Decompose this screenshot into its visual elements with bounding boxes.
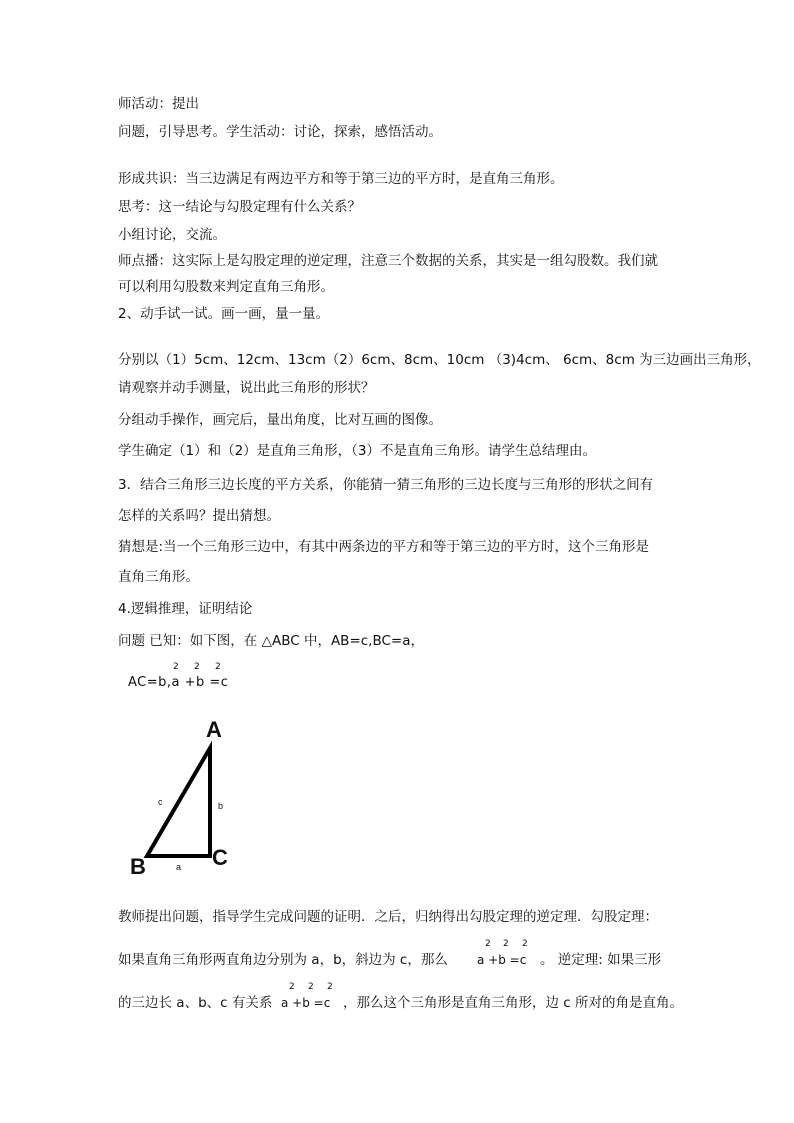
superscript: 2 <box>327 982 333 992</box>
superscript: 2 <box>173 662 179 672</box>
vertex-a-label: A <box>206 717 222 742</box>
text-line: 猜想是:当一个三角形三边中，有其中两条边的平方和等于第三边的平方时，这个三角形是 <box>118 539 650 555</box>
vertex-c-label: C <box>212 845 228 870</box>
formula: a +b =c <box>477 953 527 967</box>
text-line: 2、动手试一试。画一画，量一量。 <box>118 306 330 322</box>
superscript: 2 <box>289 982 295 992</box>
triangle-shape <box>147 748 210 856</box>
text-line: 可以利用勾股数来判定直角三角形。 <box>118 279 334 295</box>
superscript: 2 <box>215 662 221 672</box>
vertex-b-label: B <box>130 854 146 879</box>
text-line: 4.逻辑推理，证明结论 <box>118 601 253 617</box>
text-line: 师活动：提出 <box>118 96 199 112</box>
formula: a +b =c <box>281 996 331 1010</box>
text-line: 师点播：这实际上是勾股定理的逆定理，注意三个数据的关系，其实是一组勾股数。我们就 <box>118 253 658 269</box>
text-line: 思考：这一结论与勾股定理有什么关系？ <box>118 199 361 215</box>
text-line: 问题 已知：如下图，在 △ABC 中，AB=c,BC=a， <box>118 633 424 649</box>
text-fragment: 。 逆定理: 如果三形 <box>540 952 662 968</box>
side-a-label: a <box>176 862 182 872</box>
text-line: 分组动手操作，画完后，量出角度，比对互画的图像。 <box>118 412 442 428</box>
text-line: 分别以（1）5cm、12cm、13cm（2）6cm、8cm、10cm （3)4cm、 6cm、8cm 为三边画出三角形， <box>118 352 761 368</box>
text-line: 怎样的关系吗？提出猜想。 <box>118 508 280 524</box>
text-line: 直角三角形。 <box>118 569 199 585</box>
side-c-label: c <box>158 797 163 807</box>
superscript: 2 <box>522 939 528 949</box>
superscript: 2 <box>308 982 314 992</box>
text-line: 请观察并动手测量，说出此三角形的形状？ <box>118 380 375 396</box>
superscript: 2 <box>485 939 491 949</box>
text-line: 形成共识：当三边满足有两边平方和等于第三边的平方时，是直角三角形。 <box>118 171 564 187</box>
text-fragment: ，那么这个三角形是直角三角形，边 c 所对的角是直角。 <box>343 995 684 1011</box>
text-line: 问题，引导思考。学生活动：讨论，探索，感悟活动。 <box>118 124 442 140</box>
text-line: 如果直角三角形两直角边分别为 a，b，斜边为 c，那么 <box>118 952 448 968</box>
text-line: 学生确定（1）和（2）是直角三角形，（3）不是直角三角形。请学生总结理由。 <box>118 443 597 459</box>
text-line: 小组讨论，交流。 <box>118 227 226 243</box>
given-formula: AC=b,a +b =c <box>128 675 229 690</box>
superscript: 2 <box>503 939 509 949</box>
side-b-label: b <box>218 801 224 811</box>
text-line: 的三边长 a、b、c 有关系 <box>118 995 273 1011</box>
text-line: 教师提出问题，指导学生完成问题的证明．之后，归纳得出勾股定理的逆定理．勾股定理： <box>118 909 658 925</box>
superscript: 2 <box>194 662 200 672</box>
text-line: 3．结合三角形三边长度的平方关系，你能猜一猜三角形的三边长度与三角形的形状之间有 <box>118 477 654 493</box>
